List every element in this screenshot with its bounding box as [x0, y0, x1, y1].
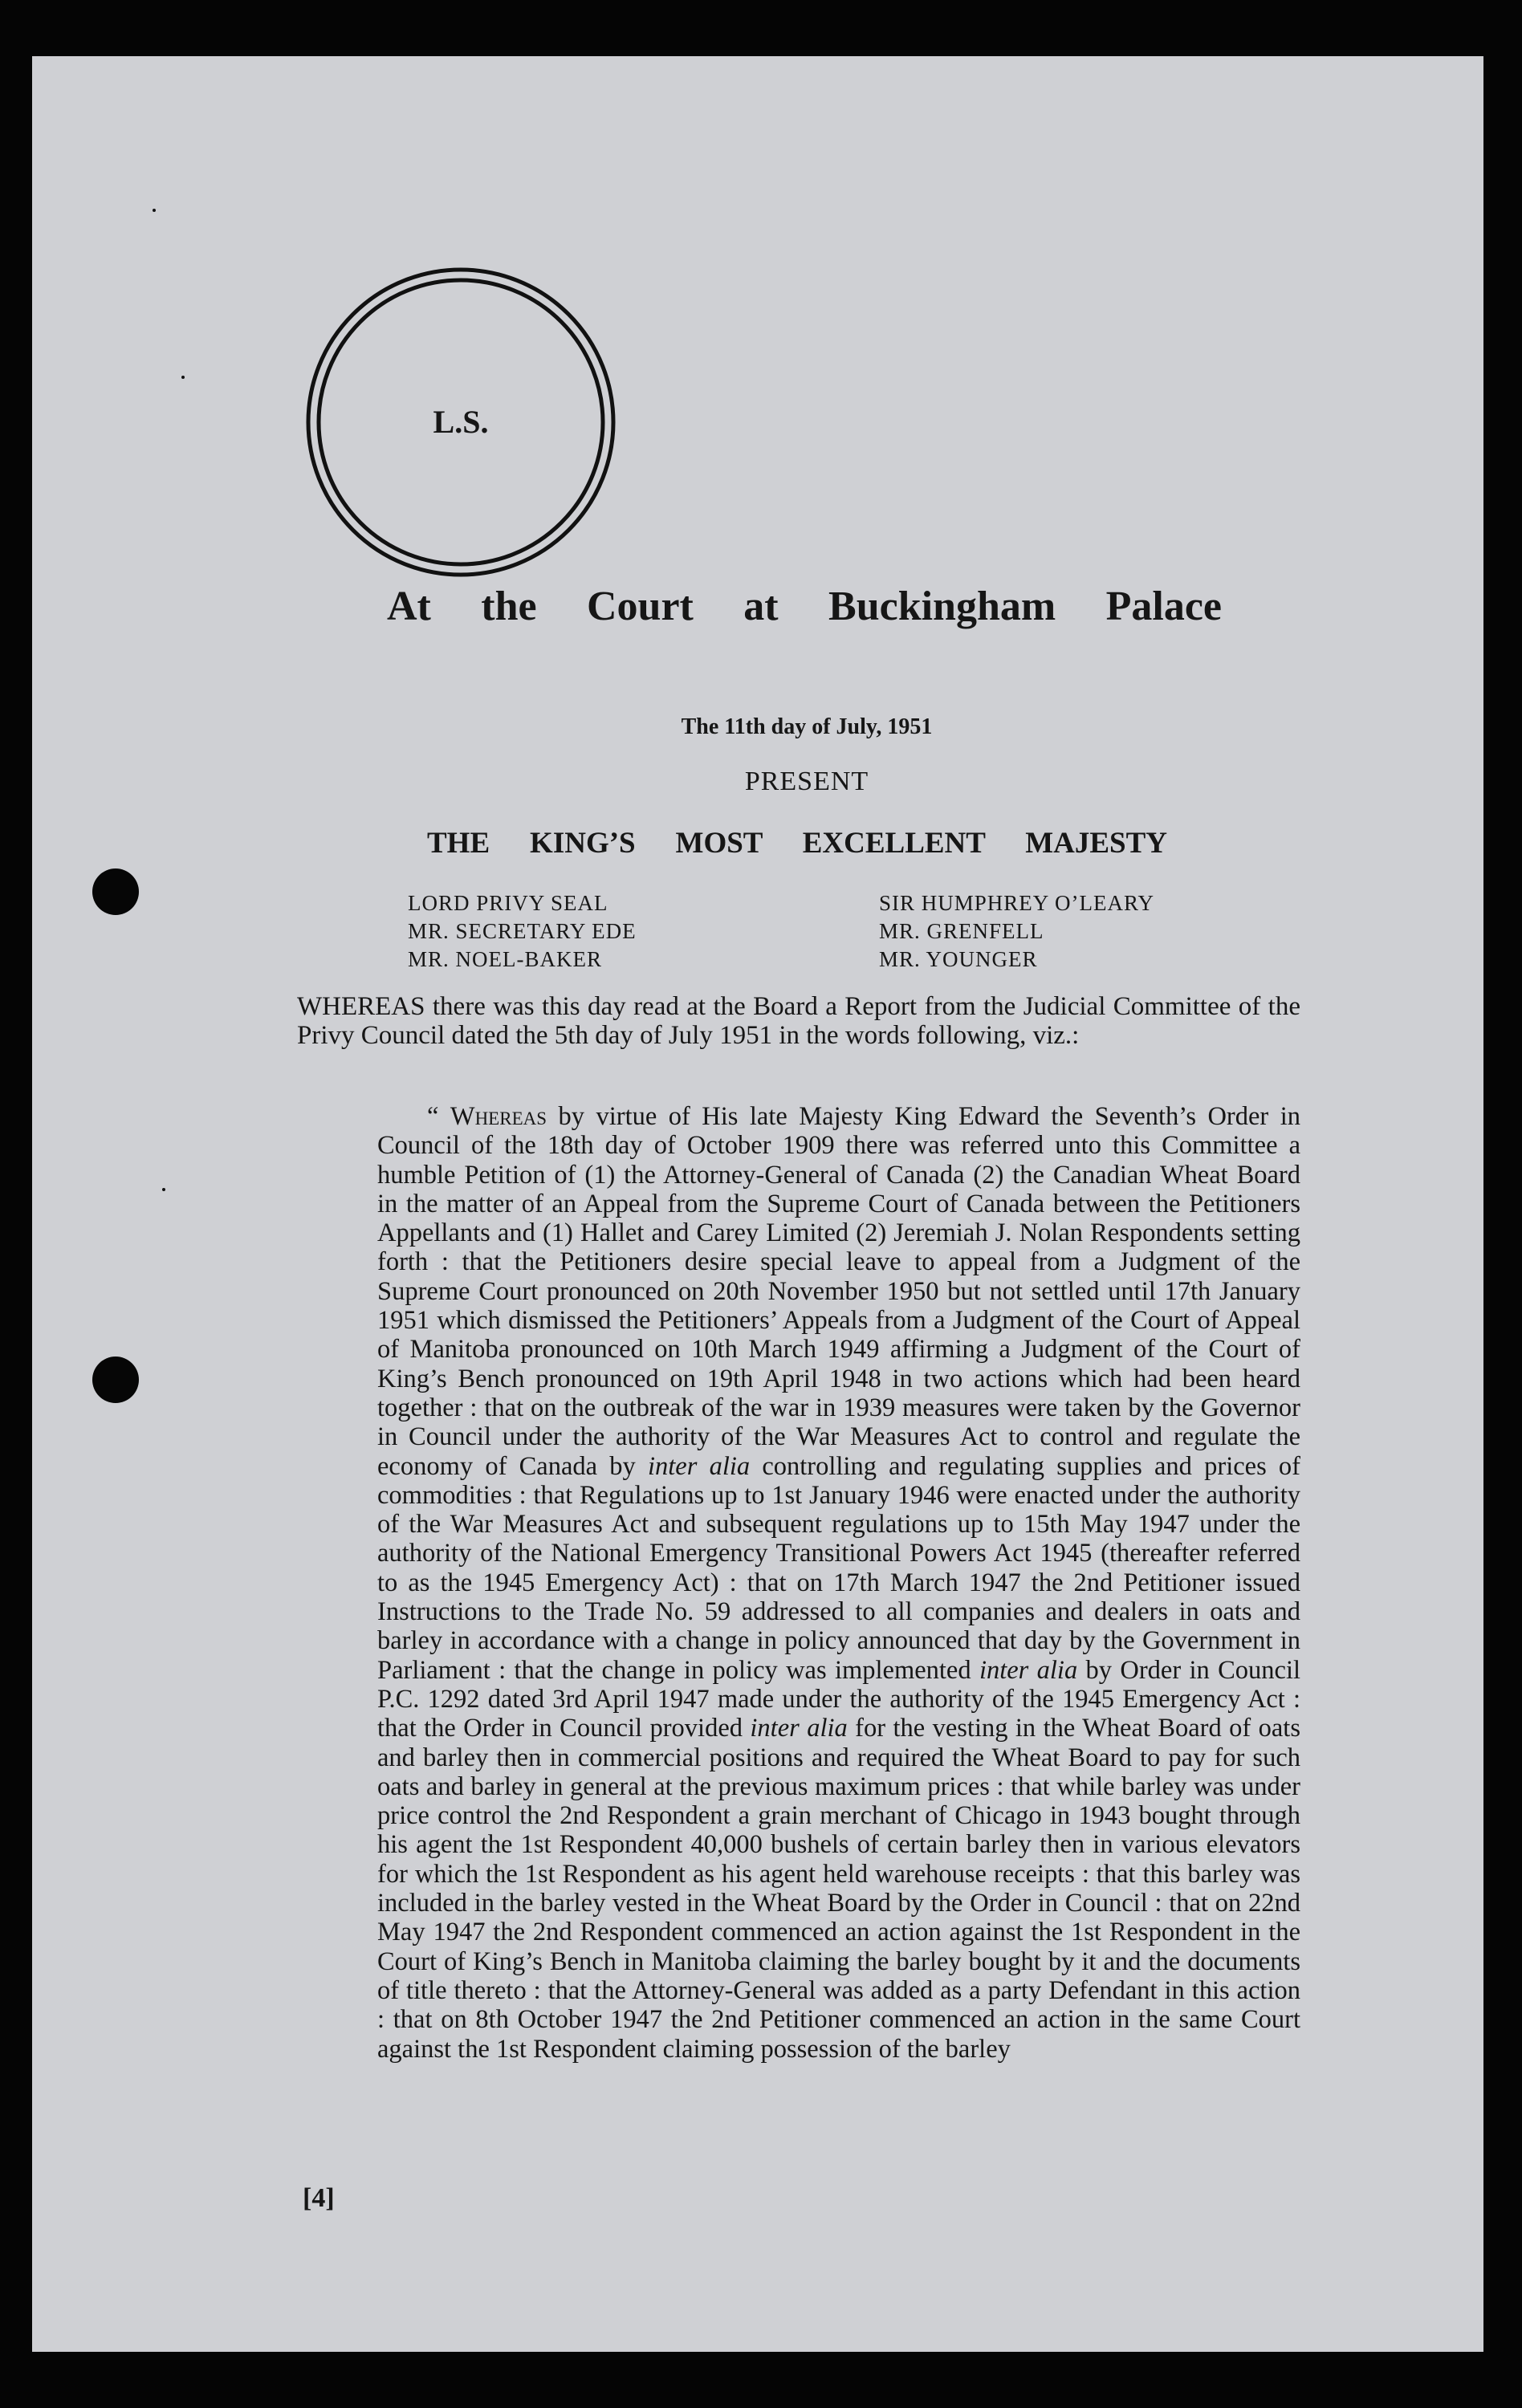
councillors-left — [408, 889, 637, 974]
quote-text: for the vesting in the Wheat Board of oats and barley then in commercial positions and required the Wheat Board to pay for such oats and barley in general at the previous maximum prices : that while barley was under price control the 2nd Respondent a grain merchant of Chicago in 1943 bought through his agent the 1st Respondent 40,000 bushels of certain barley then in various elevators for which the 1st Respondent as his agent held warehouse receipts : that this barley was included in the barley vested in the Wheat Board by the Order in Council : that on 22nd May 1947 the 2nd Respondent commenced an action against the 1st Respondent in the Court of King’s Bench in Manitoba claiming the barley bought by it and the documents of title thereto : that the Attorney-General was added as a party Defendant in this action : that on 8th October 1947 the 2nd Petitioner commenced an action in the same Court against the 1st Respondent claiming possession of the barley — [377, 1714, 1300, 2064]
quote-text: controlling and regulating supplies and prices of commodities : that Regulations up to 1st January 1946 were enacted under the authority of the War Measures Act and subsequent regulations up to 15th May 1947 under the authority of the National Emergency Transitional Powers Act 1945 (thereafter referred to as the 1945 Emergency Act) : that on 17th March 1947 the 2nd Petitioner issued Instructions to the Trade No. 59 addressed to all companies and dealers in oats and barley in accordance with a change in policy announced that day by the Government in Parliament : that the change in policy was implemented — [377, 1451, 1301, 1685]
italic-phrase: inter alia — [750, 1714, 848, 1743]
ls-seal — [305, 266, 617, 578]
seal-label: L.S. — [433, 404, 489, 440]
councillor-name: LORD PRIVY SEAL — [408, 891, 608, 915]
quote-text: by Order in Council P.C. 1292 dated 3rd April 1947 made under the authority of the 1945 Emergency Act : that the Order in Council provided — [377, 1655, 1300, 1743]
paper-speck — [153, 209, 156, 212]
punch-hole — [92, 1357, 139, 1403]
councillor-name: MR. SECRETARY EDE — [408, 919, 637, 943]
document-page — [32, 56, 1483, 2352]
quote-text: by virtue of His late Majesty King Edward the Seventh’s Order in Council of the 18th day of October 1909 there was referred unto this Committee a humble Petition of (1) the Attorney-General of Canada (2) the Canadian Wheat Board in the matter of an Appeal from the Supreme Court of Canada between the Petitioners Appellants and (1) Hallet and Carey Limited (2) Jeremiah J. Nolan Respondents setting forth : that the Petitioners desire special leave to appeal from a Judgment of the Supreme Court pronounced on 20th November 1950 but not settled until 17th January 1951 which dismissed the Petitioners’ Appeals from a Judgment of the Court of Appeal of Manitoba pronounced on 10th March 1949 affirming a Judgment of the Court of King’s Bench pronounced on 19th April 1948 in two actions which had been heard together : that on the outbreak of the war in 1939 measures were taken by the Governor in Council under the authority of the War Measures Act to control and regulate the economy of Canada by — [377, 1102, 1300, 1481]
italic-phrase: inter alia — [647, 1451, 751, 1481]
page-number: [4] — [303, 2183, 335, 2213]
present-heading: PRESENT — [744, 767, 869, 796]
report-quotation — [377, 1102, 1300, 2064]
quote-open: “ — [427, 1102, 450, 1131]
quote-lead-word: Whereas — [450, 1102, 547, 1131]
paper-speck — [181, 376, 185, 379]
punch-hole — [92, 868, 139, 915]
councillor-name: MR. YOUNGER — [879, 947, 1038, 971]
whereas-paragraph: WHEREAS there was this day read at the Board a Report from the Judicial Committee of the Privy Council dated the 5th day of July 1951 in the words following, viz.: — [297, 992, 1300, 1050]
order-date: The 11th day of July, 1951 — [681, 714, 933, 739]
councillor-name: MR. GRENFELL — [879, 919, 1044, 943]
councillor-name: MR. NOEL-BAKER — [408, 947, 602, 971]
councillors-right — [879, 889, 1154, 974]
paper-speck — [162, 1188, 165, 1191]
councillor-name: SIR HUMPHREY O’LEARY — [879, 891, 1155, 915]
majesty-heading: THE KING’S MOST EXCELLENT MAJESTY — [427, 827, 1167, 860]
page-title: At the Court at Buckingham Palace — [387, 584, 1222, 629]
italic-phrase: inter alia — [979, 1655, 1078, 1685]
